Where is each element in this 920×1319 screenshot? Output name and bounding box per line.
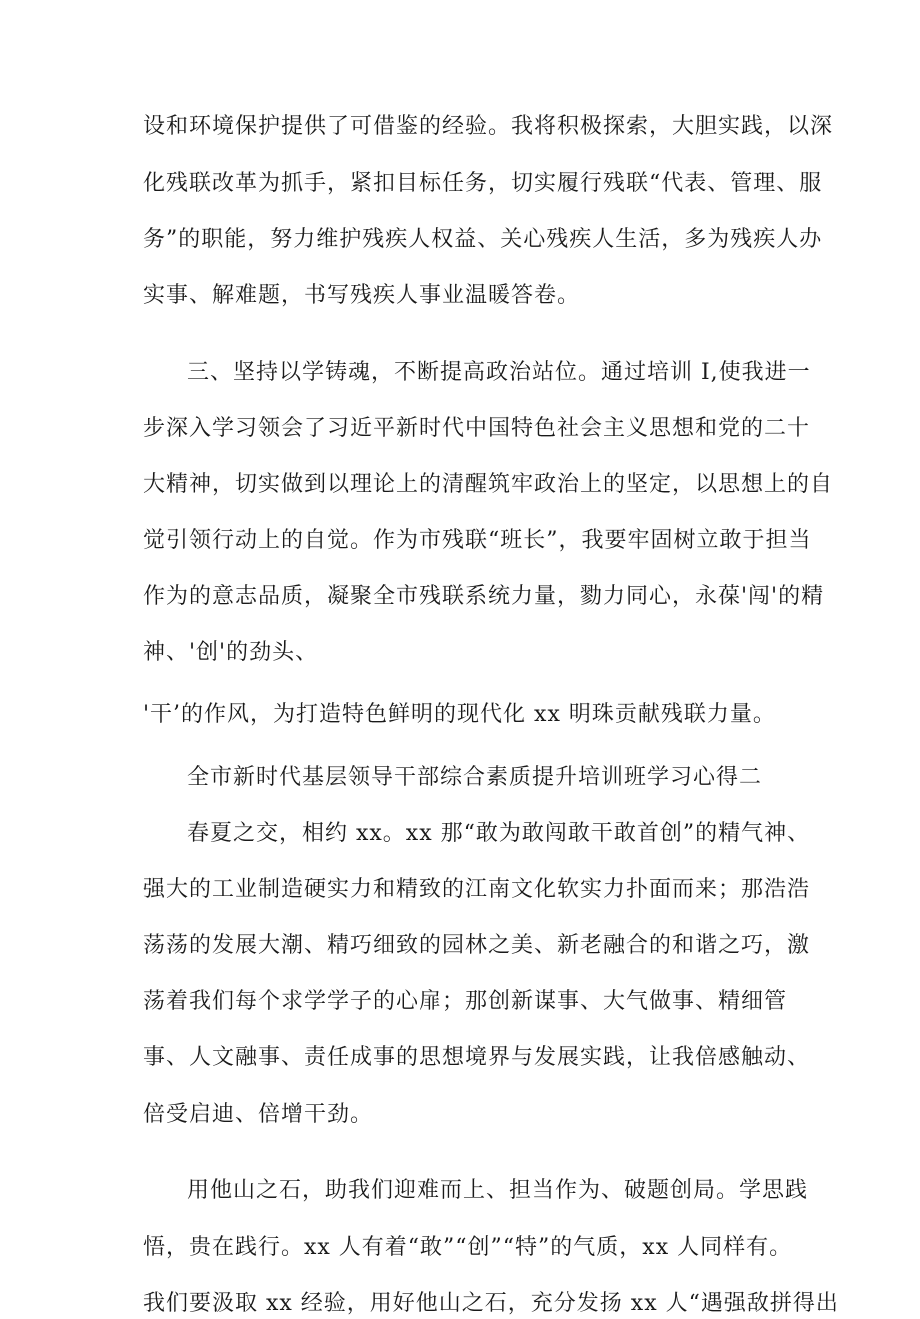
text-line: 实事、解难题，书写残疾人事业温暖答卷。 bbox=[143, 283, 581, 308]
text-line: 步深入学习领会了习近平新时代中国特色社会主义思想和党的二十 bbox=[143, 416, 811, 441]
text-line: 悟，贵在践行。xx 人有着“敢”“创”“特”的气质，xx 人同样有。 bbox=[143, 1235, 793, 1260]
text-line: 设和环境保护提供了可借鉴的经验。我将积极探索，大胆实践，以深 bbox=[143, 114, 834, 139]
text-line: 作为的意志品质，凝聚全市残联系统力量，勠力同心，永葆'闯'的精 bbox=[143, 584, 825, 609]
text-line: 荡荡的发展大潮、精巧细致的园林之美、新老融合的和谐之巧，激 bbox=[143, 933, 811, 958]
text-line: 化残联改革为抓手，紧扣目标任务，切实履行残联“代表、管理、服 bbox=[143, 171, 823, 196]
text-line: '干’的作风，为打造特色鲜明的现代化 xx 明珠贡献残联力量。 bbox=[143, 702, 776, 727]
text-line: 用他山之石，助我们迎难而上、担当作为、破题创局。学思践 bbox=[187, 1178, 809, 1203]
text-line: 倍受启迪、倍增干劲。 bbox=[143, 1102, 374, 1127]
text-line: 事、人文融事、责任成事的思想境界与发展实践，让我倍感触动、 bbox=[143, 1045, 811, 1070]
text-line: 大精神，切实做到以理论上的清醒筑牢政治上的坚定，以思想上的自 bbox=[143, 472, 834, 497]
text-line: 三、坚持以学铸魂，不断提高政治站位。通过培训 I,使我进一 bbox=[187, 360, 811, 385]
text-line: 荡着我们每个求学学子的心扉；那创新谋事、大气做事、精细管 bbox=[143, 989, 788, 1014]
text-line: 觉引领行动上的自觉。作为市残联“班长”，我要牢固树立敢于担当 bbox=[143, 528, 812, 553]
text-line: 务”的职能，努力维护残疾人权益、关心残疾人生活，多为残疾人办 bbox=[143, 227, 823, 252]
section-heading: 全市新时代基层领导干部综合素质提升培训班学习心得二 bbox=[187, 765, 763, 790]
text-line: 我们要汲取 xx 经验，用好他山之石，充分发扬 xx 人“遇强敌拼得出 bbox=[143, 1291, 839, 1316]
text-line: 春夏之交，相约 xx。xx 那“敢为敢闯敢干敢首创”的精气神、 bbox=[187, 821, 811, 846]
text-line: 神、'创'的劲头、 bbox=[143, 640, 319, 665]
text-line: 强大的工业制造硬实力和精致的江南文化软实力扑面而来；那浩浩 bbox=[143, 877, 811, 902]
